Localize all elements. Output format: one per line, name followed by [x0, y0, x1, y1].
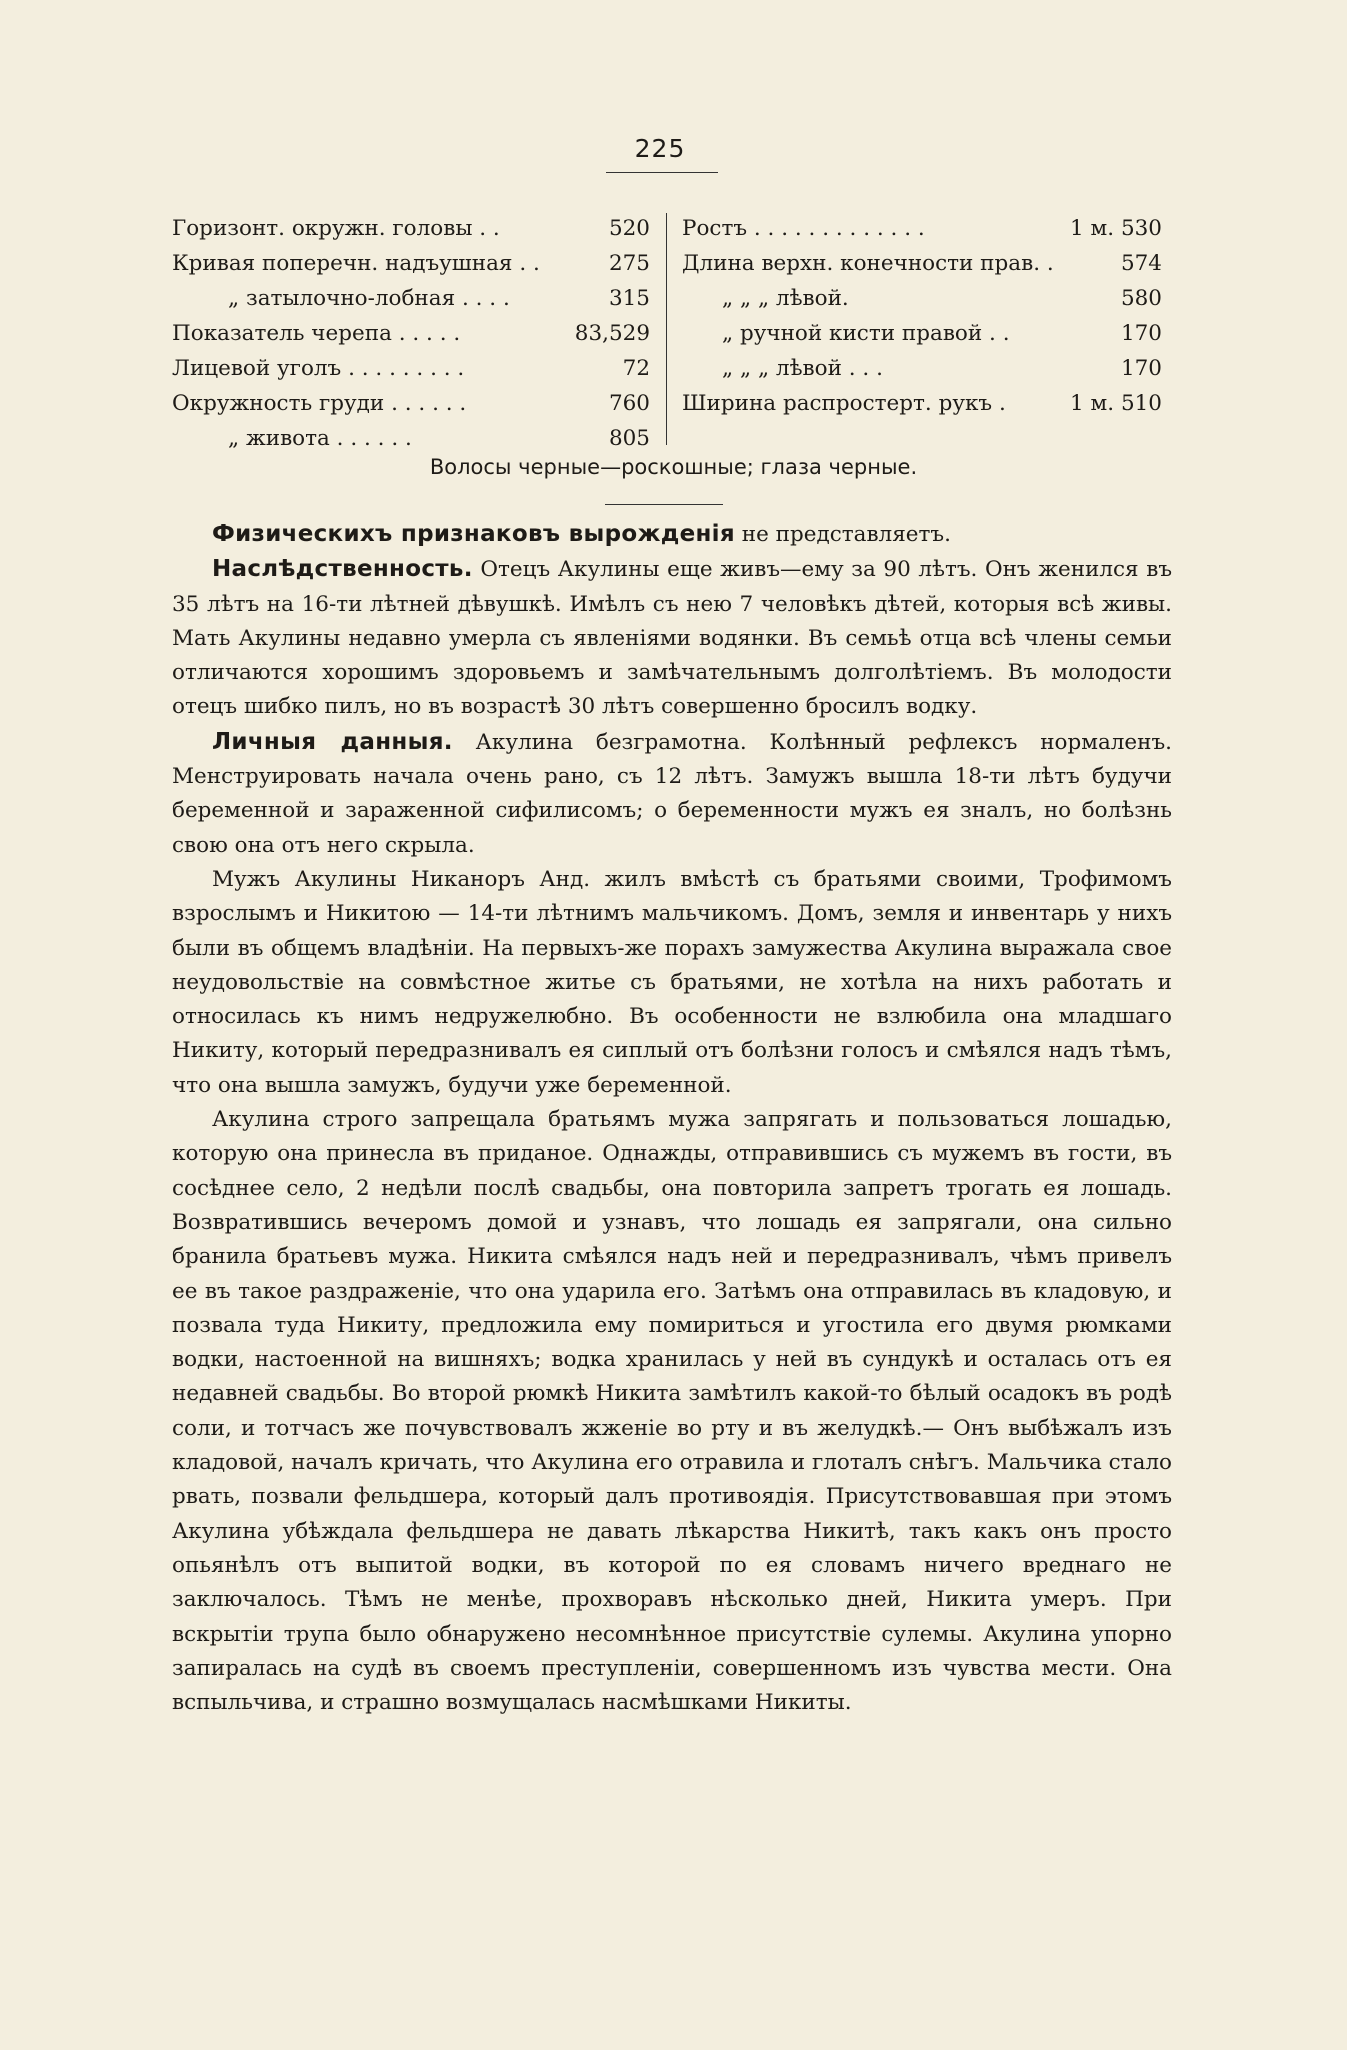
- measurements-left-column: [172, 211, 650, 456]
- paragraph-husband: [172, 863, 1172, 1103]
- measurement-value: 1 м. 530: [1070, 216, 1162, 241]
- measurement-value: 315: [608, 286, 650, 311]
- measurement-value: 805: [608, 426, 650, 451]
- hair-eyes-note: Волосы черные—роскошные; глаза черные.: [429, 455, 918, 479]
- measurement-value: 275: [608, 251, 650, 276]
- paragraph-text: Акулина безграмотна. Колѣнный рефлексъ нормаленъ. Менструировать начала очень рано, съ 12 лѣтъ. Замужъ вышла 18-ти лѣтъ будучи беременной и зараженной сифилисомъ; о беременности мужъ ея зналъ, но болѣзнь свою она отъ него скрыла.: [172, 729, 1172, 858]
- measurement-row: [172, 281, 650, 316]
- measurement-label: Показатель черепа . . . . .: [172, 321, 461, 346]
- measurement-label: „ „ „ лѣвой . . .: [722, 356, 883, 381]
- paragraph-text: Мужъ Акулины Никаноръ Анд. жилъ вмѣстѣ съ братьями своими, Трофимомъ взрослымъ и Никитою — 14-ти лѣтнимъ мальчикомъ. Домъ, земля и инвентарь у нихъ были въ общемъ владѣніи. На первыхъ-же порахъ замужества Акулина выражала свое неудовольствіе на совмѣстное житье съ братьями, не хотѣла на нихъ работать и относилась къ нимъ недружелюбно. Въ особенности не взлюбила она младшаго Никиту, который передразнивалъ ея сиплый отъ болѣзни голосъ и смѣялся надъ тѣмъ, что она вышла замужъ, будучи уже беременной.: [172, 866, 1172, 1098]
- measurement-value: 83,529: [574, 321, 650, 346]
- measurement-value: 170: [1120, 356, 1162, 381]
- paragraph-lead: Наслѣдственность.: [212, 556, 473, 583]
- measurement-label: Ростъ . . . . . . . . . . . . .: [682, 216, 925, 241]
- page-number-rule: [606, 172, 718, 173]
- measurement-label: Ширина распростерт. рукъ .: [682, 391, 1006, 416]
- measurement-label: Длина верхн. конечности прав. .: [682, 251, 1054, 276]
- paragraph-heredity: [172, 552, 1172, 724]
- measurement-row: [172, 386, 650, 421]
- measurement-row: [172, 211, 650, 246]
- measurement-row: [682, 386, 1162, 421]
- measurement-row: [172, 351, 650, 386]
- paragraph-text: не представляетъ.: [734, 522, 951, 547]
- paragraph-poisoning: [172, 1103, 1172, 1720]
- measurement-value: 520: [608, 216, 650, 241]
- measurement-value: 574: [1120, 251, 1162, 276]
- measurement-value: 760: [608, 391, 650, 416]
- measurement-label: Окружность груди . . . . . .: [172, 391, 467, 416]
- measurement-row: [682, 316, 1162, 351]
- measurement-label: Лицевой уголъ . . . . . . . . .: [172, 356, 465, 381]
- measurement-label: „ „ „ лѣвой.: [722, 286, 849, 311]
- measurements-divider: [666, 213, 667, 445]
- measurement-row: [172, 421, 650, 456]
- measurement-row: [682, 281, 1162, 316]
- paragraph-personal-data: [172, 725, 1172, 863]
- paragraph-lead: Личныя данныя.: [212, 728, 453, 755]
- section-divider: [605, 504, 723, 505]
- measurement-value: 72: [622, 356, 650, 381]
- measurement-label: „ ручной кисти правой . .: [722, 321, 1010, 346]
- measurement-row: [172, 316, 650, 351]
- paragraph-lead: Физическихъ признаковъ вырожденія: [212, 521, 735, 547]
- measurement-row: [172, 246, 650, 281]
- measurement-value: 1 м. 510: [1070, 391, 1162, 416]
- measurement-value: 580: [1120, 286, 1162, 311]
- measurements-table: [172, 211, 1172, 451]
- measurement-label: „ живота . . . . . .: [228, 426, 412, 451]
- page-number: 225: [634, 134, 686, 163]
- measurement-row: [682, 246, 1162, 281]
- measurement-row: [682, 351, 1162, 386]
- paragraph-degeneration: [172, 517, 1172, 552]
- paragraph-text: Отецъ Акулины еще живъ—ему за 90 лѣтъ. Онъ женился въ 35 лѣтъ на 16-ти лѣтней дѣвушкѣ. Имѣлъ съ нею 7 человѣкъ дѣтей, которыя всѣ живы. Мать Акулины недавно умерла съ явленіями водянки. Въ семьѣ отца всѣ члены семьи отличаются хорошимъ здоровьемъ и замѣчательнымъ долголѣтіемъ. Въ молодости отецъ шибко пилъ, но въ возрастѣ 30 лѣтъ совершенно бросилъ водку.: [172, 557, 1172, 720]
- measurements-right-column: [682, 211, 1162, 421]
- measurement-value: 170: [1120, 321, 1162, 346]
- body-text: [172, 517, 1172, 1720]
- measurement-label: „ затылочно-лобная . . . .: [228, 286, 510, 311]
- paragraph-text: Акулина строго запрещала братьямъ мужа запрягать и пользоваться лошадью, которую она принесла въ приданое. Однажды, отправившись съ мужемъ въ гости, въ сосѣднее село, 2 недѣли послѣ свадьбы, она повторила запретъ трогать ея лошадь. Возвратившись вечеромъ домой и узнавъ, что лошадь ея запрягали, она сильно бранила братьевъ мужа. Никита смѣялся надъ ней и передразнивалъ, чѣмъ привелъ ее въ такое раздраженіе, что она ударила его. Затѣмъ она отправилась въ кладовую, и позвала туда Никиту, предложила ему помириться и угостила его двумя рюмками водки, настоенной на вишняхъ; водка хранилась у ней въ сундукѣ и осталась отъ ея недавней свадьбы. Во второй рюмкѣ Никита замѣтилъ какой-то бѣлый осадокъ въ родѣ соли, и тотчасъ же почувствовалъ жженіе во рту и въ желудкѣ.— Онъ выбѣжалъ изъ кладовой, началъ кричать, что Акулина его отравила и глоталъ снѣгъ. Мальчика стало рвать, позвали фельдшера, который далъ противоядія. Присутствовавшая при этомъ Акулина убѣждала фельдшера не давать лѣкарства Никитѣ, такъ какъ онъ просто опьянѣлъ отъ выпитой водки, въ которой по ея словамъ ничего вреднаго не заключалось. Тѣмъ не менѣе, прохворавъ нѣсколько дней, Никита умеръ. При вскрытіи трупа было обнаружено несомнѣнное присутствіе сулемы. Акулина упорно запиралась на судѣ въ своемъ преступленіи, совершенномъ изъ чувства мести. Она вспыльчива, и страшно возмущалась насмѣшками Никиты.: [172, 1107, 1172, 1716]
- measurement-row: [682, 211, 1162, 246]
- measurement-label: Кривая поперечн. надъушная . .: [172, 251, 540, 276]
- measurement-label: Горизонт. окружн. головы . .: [172, 216, 500, 241]
